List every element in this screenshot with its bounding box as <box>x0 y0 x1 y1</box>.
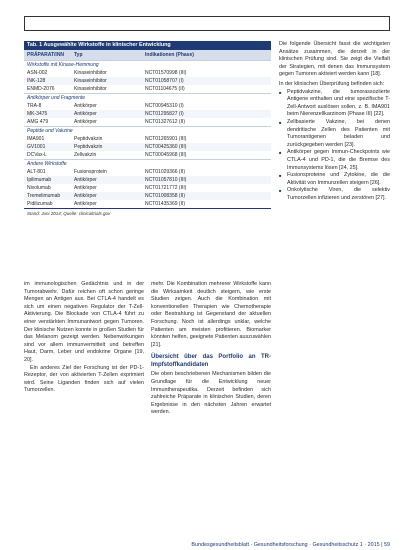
table-cell: NCT01570998 (III) <box>145 70 187 76</box>
table-row <box>24 69 271 77</box>
table-footnote: Stand: Juni 2014; Quelle: clinicaltrials.gov <box>24 208 271 218</box>
table-cell: IMA901 <box>27 136 45 142</box>
table-group-label: Andere Wirkstoffe <box>24 159 271 168</box>
table-cell: NCT01435369 (II) <box>145 201 186 207</box>
table-cell: Zellvakzin <box>74 152 97 158</box>
table-cell: DCVax-L <box>27 152 47 158</box>
paragraph: im immunologischen Gedächtnis und in der Tumorabwehr. Dafür reichen oft schon geringe Mengen an Antigen aus. Bei CTLA-4 handelt es sich um einen negativen Regulator der T-Zell-Aktivierung. Die Blockade von CTLA-4 führt zu einer verstärkten Immunantwort gegen Tumoren. Der klinische Nutzen konnte in großen Studien für das Melanom gezeigt werden. Nebenwirkungen sind vor allem immunvermittelt und betreffen Haut, Darm, Leber und endokrine Organe [19, 20]. <box>24 281 144 363</box>
table-group-label: Antikörper und Fragmente <box>24 93 271 102</box>
table-cell: NCT01721772 (III) <box>145 185 187 191</box>
table-row <box>24 77 271 85</box>
bullet-item: ■ Fusionsproteine und Zytokine, die die Aktivität von Immunzellen steigern [26]. <box>279 172 390 187</box>
section-heading: Übersicht über das Portfolio an TR-Impfstoffkandidaten <box>151 354 271 369</box>
table-cell: Kinaseinhibitor <box>74 78 107 84</box>
table-cell: NCT01029366 (II) <box>145 169 186 175</box>
paragraph: Die oben beschriebenen Mechanismen bilden die Grundlage für die Entwicklung neuer Immuntherapeutika. Derzeit befinden sich zahlreiche Präparate in klinischen Studien, deren Ergebnisse in den nächsten Jahren erwartet werden. <box>151 371 271 416</box>
table-group-label: Peptide und Vakzine <box>24 126 271 135</box>
table-cell: NCT00045968 (III) <box>145 152 187 158</box>
table-header-cell: Indikationen (Phase) <box>145 52 194 58</box>
table-cell: Antikörper <box>74 177 97 183</box>
table-cell: NCT01008358 (II) <box>145 193 186 199</box>
table-cell: Peptidvakzin <box>74 144 103 150</box>
table-cell: Tremelimumab <box>27 193 61 199</box>
table-header-cell: PRÄPARAT/INN <box>27 52 65 58</box>
table-group-label: Wirkstoffe mit Kinase-Hemmung <box>24 60 271 69</box>
table-cell: Nivolumab <box>27 185 51 191</box>
paragraph: mehr. Die Kombination mehrerer Wirkstoffe kann die Wirksamkeit deutlich steigern, wie erste Studien zeigen. Auch die Kombination mit konventionellen Therapien wie Chemotherapie oder Bestrahlung ist Gegenstand der aktuellen Forschung. Noch ist allerdings unklar, welche Patienten am meisten profitieren. Biomarker könnten helfen, geeignete Patienten auszuwählen [21]. <box>151 281 271 348</box>
table-row <box>24 135 271 143</box>
table-row <box>24 151 271 159</box>
table-cell: NCT01327612 (II) <box>145 119 186 125</box>
table-cell: AMG 479 <box>27 119 49 125</box>
table-row <box>24 85 271 93</box>
header-box <box>24 16 390 31</box>
table-cell: Antikörper <box>74 111 97 117</box>
table-cell: NCT00425360 (III) <box>145 144 187 150</box>
table-row <box>24 184 271 192</box>
table-cell: NCT01265901 (III) <box>145 136 187 142</box>
table-cell: INK-128 <box>27 78 46 84</box>
table-cell: Pidilizumab <box>27 201 53 207</box>
table-row <box>24 192 271 200</box>
table-cell: Antikörper <box>74 119 97 125</box>
bullet-item: ■ Onkolytische Viren, die selektiv Tumorzellen infizieren und zerstören [27]. <box>279 187 390 202</box>
page-footer: Bundesgesundheitsblatt · Gesundheitsforschung · Gesundheitsschutz 1 · 2015 | 59 <box>191 542 390 548</box>
table-header-row <box>24 50 271 60</box>
table-cell: NCT00945310 (I) <box>145 103 184 109</box>
text-column-3 <box>279 41 390 202</box>
table-row <box>24 118 271 126</box>
text-column-1 <box>24 281 144 395</box>
paragraph: In der klinischen Überprüfung befinden sich: <box>279 80 385 87</box>
table-cell: Fusionsprotein <box>74 169 107 175</box>
table-cell: Antikörper <box>74 193 97 199</box>
table-row <box>24 200 271 208</box>
table-row <box>24 168 271 176</box>
bullet-item: ■ Zellbasierte Vakzine, bei denen dendritische Zellen des Patienten mit Tumorantigenen beladen und zurückgegeben werden [23]. <box>279 119 390 149</box>
table-cell: NCT01104675 (II) <box>145 86 185 92</box>
table-cell: Kinaseinhibitor <box>74 86 107 92</box>
table-cell: Peptidvakzin <box>74 136 103 142</box>
paragraph: Die folgende Übersicht fasst die wichtigsten Ansätze zusammen, die derzeit in der klinischen Prüfung sind. Sie zeigt die Vielfalt der Strategien, mit denen das Immunsystem gegen Tumoren aktiviert werden kann [18]. <box>279 41 390 78</box>
bullet-item: ■ Peptidvakzine, die tumorassoziierte Antigene enthalten und eine spezifische T-Zell-Antwort auslösen sollen, z. B. IMA901 beim Nierenzellkarzinom (Phase III) [22]. <box>279 89 390 119</box>
table-cell: Ipilimumab <box>27 177 52 183</box>
text-column-2 <box>151 281 271 417</box>
paragraph: Ein anderes Ziel der Forschung ist der PD-1-Rezeptor, der von aktivierten T-Zellen exprimiert wird. Seine Liganden finden sich auf vielen Tumorzellen. <box>24 364 144 394</box>
table-cell: NCT01058707 (I) <box>145 78 184 84</box>
table-cell: TRA-8 <box>27 103 42 109</box>
bullet-list <box>279 89 390 203</box>
table-cell: GV1001 <box>27 144 46 150</box>
table-row <box>24 110 271 118</box>
table-cell: Antikörper <box>74 201 97 207</box>
table-cell: ALT-801 <box>27 169 46 175</box>
table-cell: Antikörper <box>74 103 97 109</box>
table-cell: Kinaseinhibitor <box>74 70 107 76</box>
table-cell: ENMD-2076 <box>27 86 55 92</box>
table-cell: NCT01295827 (I) <box>145 111 184 117</box>
table-body <box>24 60 271 208</box>
table <box>24 41 271 218</box>
table-header-cell: Typ <box>74 52 83 58</box>
table-cell: ASN-002 <box>27 70 48 76</box>
table-cell: NCT01057810 (III) <box>145 177 187 183</box>
table-title: Tab. 1 Ausgewählte Wirkstoffe in klinischer Entwicklung <box>24 41 271 50</box>
bullet-item: ■ Antikörper gegen Immun-Checkpoints wie CTLA-4 und PD-1, die die Bremse des Immunsystems lösen [24, 25]. <box>279 149 390 172</box>
table-row <box>24 143 271 151</box>
table-row <box>24 102 271 110</box>
table-cell: Antikörper <box>74 185 97 191</box>
table-cell: MK-3475 <box>27 111 48 117</box>
table-row <box>24 176 271 184</box>
